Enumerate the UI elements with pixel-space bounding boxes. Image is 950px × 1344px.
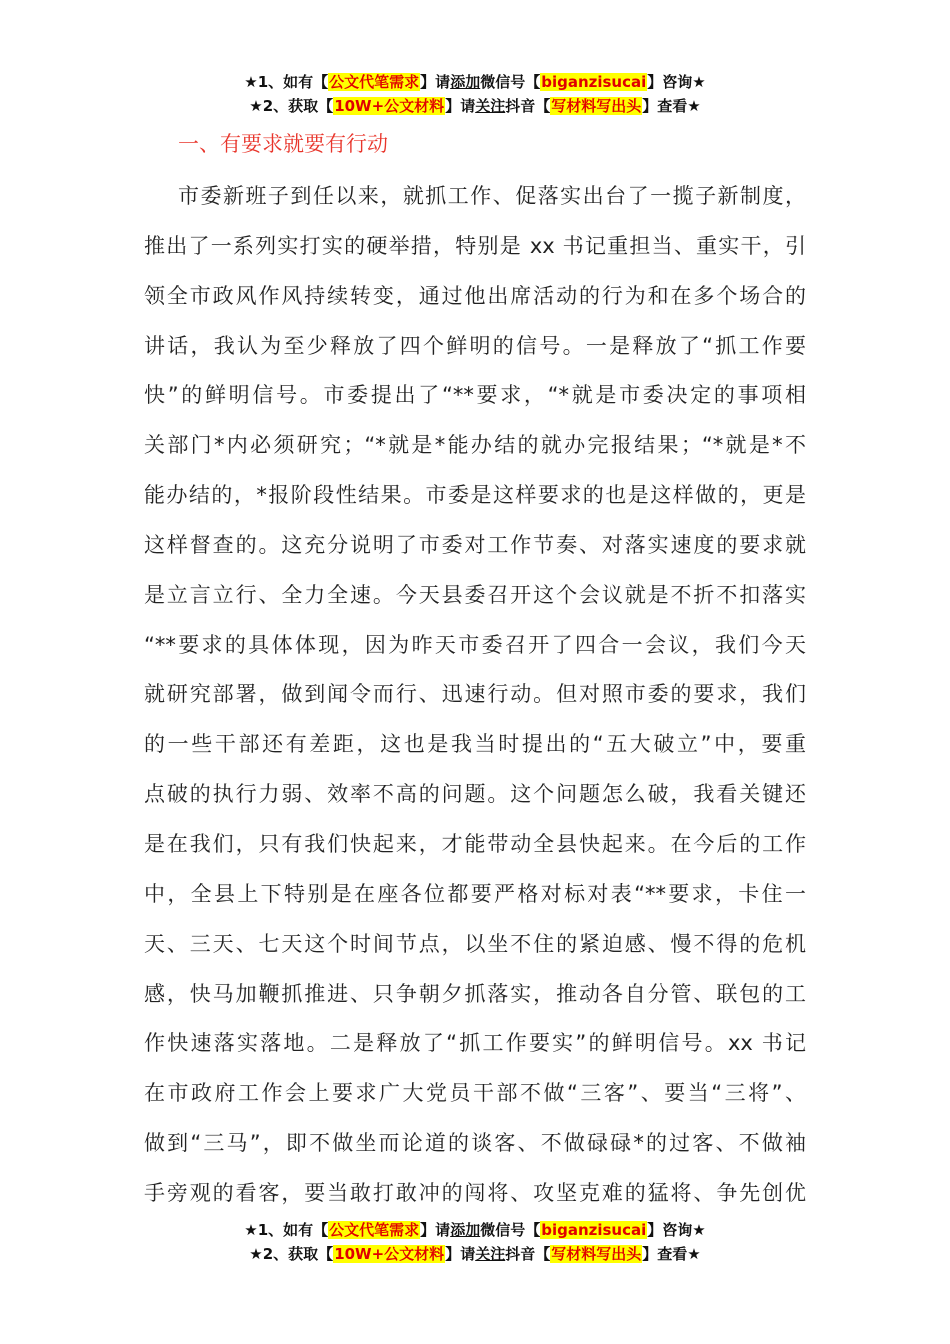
body-line: 关部门*内必须研究；“*就是*能办结的就办完报结果；“*就是*不 [144, 433, 806, 458]
banner-text: 】咨询★ [647, 73, 706, 91]
body-line: 领全市政风作风持续转变，通过他出席活动的行为和在多个场合的 [144, 283, 806, 308]
banner-highlight: 写材料写出头 [551, 97, 642, 115]
banner-emphasis: 添加 [450, 1221, 481, 1239]
banner-text: 微信号【 [480, 1221, 541, 1239]
body-line: 这样督查的。这充分说明了市委对工作节奏、对落实速度的要求就 [144, 532, 806, 557]
body-line: 的一些干部还有差距，这也是我当时提出的“五大破立”中，要重 [144, 732, 806, 757]
banner-text: ★2、获取【 [249, 97, 334, 115]
body-line: 在市政府工作会上要求广大党员干部不做“三客”、要当“三将”、 [144, 1081, 806, 1106]
body-line: 是在我们，只有我们快起来，才能带动全县快起来。在今后的工作 [144, 831, 806, 856]
body-line: 市委新班子到任以来，就抓工作、促落实出台了一揽子新制度， [178, 184, 806, 208]
banner-highlight: 公文代笔需求 [329, 1221, 420, 1239]
banner-emphasis: 添加 [450, 73, 481, 91]
section-heading: 一、有要求就要有行动 [178, 132, 388, 156]
banner-text: 】请 [445, 97, 476, 115]
banner-highlight: 10W+公文材料 [334, 1245, 445, 1263]
header-banner [0, 70, 950, 118]
body-paragraph [144, 172, 806, 1219]
banner-highlight: 10W+公文材料 [334, 97, 445, 115]
footer-banner [0, 1218, 950, 1266]
body-line: 讲话，我认为至少释放了四个鲜明的信号。一是释放了“抓工作要 [144, 333, 806, 358]
banner-line-1 [0, 70, 950, 94]
banner-text: 】请 [420, 1221, 451, 1239]
banner-text: 】请 [445, 1245, 476, 1263]
body-line: 手旁观的看客，要当敢打敢冲的闯将、攻坚克难的猛将、争先创优 [144, 1180, 806, 1205]
banner-line-2 [0, 94, 950, 118]
body-line: 推出了一系列实打实的硬举措，特别是 xx 书记重担当、重实干，引 [144, 233, 806, 258]
banner-text: 】查看★ [642, 97, 701, 115]
banner-line-1 [0, 1218, 950, 1242]
banner-text: 微信号【 [480, 73, 541, 91]
body-line: 能办结的，*报阶段性结果。市委是这样要求的也是这样做的，更是 [144, 483, 806, 508]
body-line: 中，全县上下特别是在座各位都要严格对标对表“**要求，卡住一 [144, 881, 806, 906]
banner-highlight: biganzisucai [541, 1221, 647, 1239]
banner-text: ★2、获取【 [249, 1245, 334, 1263]
body-line: 就研究部署，做到闻令而行、迅速行动。但对照市委的要求，我们 [144, 682, 806, 707]
banner-highlight: 公文代笔需求 [329, 73, 420, 91]
banner-text: 抖音【 [505, 97, 551, 115]
body-line: 点破的执行力弱、效率不高的问题。这个问题怎么破，我看关键还 [144, 782, 806, 807]
banner-text: ★1、如有【 [244, 1221, 329, 1239]
body-line: “**要求的具体体现，因为昨天市委召开了四合一会议，我们今天 [144, 632, 806, 657]
banner-text: 】咨询★ [647, 1221, 706, 1239]
banner-highlight: 写材料写出头 [551, 1245, 642, 1263]
banner-text: 】查看★ [642, 1245, 701, 1263]
banner-emphasis: 关注 [475, 1245, 506, 1263]
body-line: 感，快马加鞭抓推进、只争朝夕抓落实，推动各自分管、联包的工 [144, 981, 806, 1006]
banner-highlight: biganzisucai [541, 73, 647, 91]
body-line: 做到“三马”，即不做坐而论道的谈客、不做碌碌*的过客、不做袖 [144, 1131, 806, 1156]
body-line: 作快速落实落地。二是释放了“抓工作要实”的鲜明信号。xx 书记 [144, 1031, 806, 1056]
body-line: 天、三天、七天这个时间节点，以坐不住的紧迫感、慢不得的危机 [144, 931, 806, 956]
banner-text: ★1、如有【 [244, 73, 329, 91]
banner-line-2 [0, 1242, 950, 1266]
banner-emphasis: 关注 [475, 97, 506, 115]
body-line: 是立言立行、全力全速。今天县委召开这个会议就是不折不扣落实 [144, 582, 806, 607]
banner-text: 】请 [420, 73, 451, 91]
body-line: 快”的鲜明信号。市委提出了“**要求，“*就是市委决定的事项相 [144, 383, 806, 408]
banner-text: 抖音【 [505, 1245, 551, 1263]
